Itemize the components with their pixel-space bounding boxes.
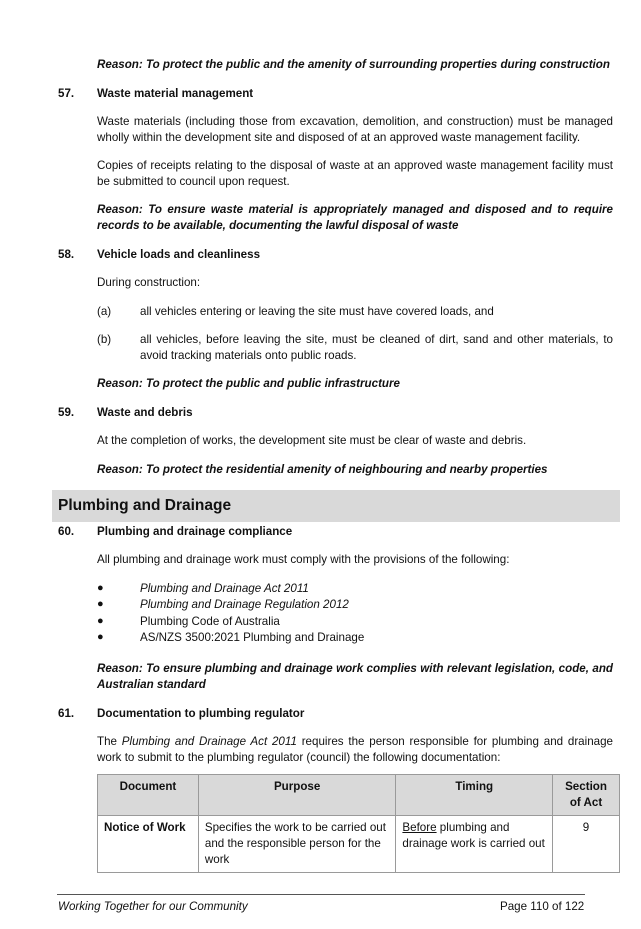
clause-60-intro: All plumbing and drainage work must comply with the provisions of the following:	[97, 553, 510, 566]
header-section-of-act: Section of Act	[553, 775, 620, 816]
section-heading-title: Plumbing and Drainage	[58, 497, 232, 514]
clause-58-item-a-label: (a)	[97, 305, 112, 318]
cell-section: 9	[553, 815, 620, 872]
clause-59-paragraph: At the completion of works, the development site must be clear of waste and debris.	[97, 434, 527, 447]
cell-document: Notice of Work	[98, 815, 199, 872]
clause-57-paragraph-2: Copies of receipts relating to the disposal of waste at an approved waste management facility must be submitted to council upon request.	[97, 159, 613, 189]
clause-58-item-a-text: all vehicles entering or leaving the site must have covered loads, and	[140, 305, 494, 318]
clause-61-number: 61.	[58, 707, 75, 720]
bullet-icon: ●	[97, 582, 104, 594]
clause-58-intro: During construction:	[97, 276, 201, 289]
bullet-icon: ●	[97, 631, 104, 643]
clause-60-reason: Reason: To ensure plumbing and drainage work complies with relevant legislation, code, and Australian standard	[97, 662, 613, 692]
act-name: Plumbing and Drainage Act 2011	[121, 735, 297, 748]
clause-60-number: 60.	[58, 525, 75, 538]
clause-57-paragraph-1: Waste materials (including those from excavation, demolition, and construction) must be managed wholly within the development site and disposed of at an approved waste management facility.	[97, 115, 613, 145]
clause-60-bullet-4: AS/NZS 3500:2021 Plumbing and Drainage	[140, 631, 365, 644]
clause-60-bullet-2: Plumbing and Drainage Regulation 2012	[140, 598, 349, 611]
footer-tagline: Working Together for our Community	[58, 900, 248, 913]
clause-58-title: Vehicle loads and cleanliness	[97, 248, 261, 261]
header-timing: Timing	[396, 775, 553, 816]
clause-57-number: 57.	[58, 87, 75, 100]
clause-60-bullet-3: Plumbing Code of Australia	[140, 615, 280, 628]
clause-58-reason: Reason: To protect the public and public infrastructure	[97, 377, 400, 390]
page-number: Page 110 of 122	[500, 900, 585, 913]
clause-57-title: Waste material management	[97, 87, 254, 100]
reason-prev: Reason: To protect the public and the amenity of surrounding properties during construction	[97, 58, 610, 71]
clause-61-title: Documentation to plumbing regulator	[97, 707, 305, 720]
table-row	[98, 815, 620, 872]
header-purpose: Purpose	[198, 775, 396, 816]
table-header-row	[98, 775, 620, 816]
clause-60-bullet-1: Plumbing and Drainage Act 2011	[140, 582, 309, 595]
bullet-icon: ●	[97, 598, 104, 610]
clause-61-intro: The Plumbing and Drainage Act 2011 requires the person responsible for plumbing and drainage work to submit to the plumbing regulator (council) the following documentation:	[97, 735, 613, 765]
cell-purpose: Specifies the work to be carried out and the responsible person for the work	[198, 815, 396, 872]
header-document: Document	[98, 775, 199, 816]
cell-timing: Before plumbing and drainage work is carried out	[396, 815, 553, 872]
clause-59-number: 59.	[58, 406, 75, 419]
clause-58-item-b-label: (b)	[97, 333, 112, 346]
clause-57-reason: Reason: To ensure waste material is appropriately managed and disposed and to require records to be available, documenting the lawful disposal of waste	[97, 203, 613, 233]
clause-59-title: Waste and debris	[97, 406, 193, 419]
footer-divider	[57, 894, 585, 895]
clause-59-reason: Reason: To protect the residential amenity of neighbouring and nearby properties	[97, 463, 548, 476]
clause-58-item-b-text: all vehicles, before leaving the site, must be cleaned of dirt, sand and other materials, to avoid tracking materials onto public roads.	[140, 333, 613, 363]
bullet-icon: ●	[97, 615, 104, 627]
clause-60-title: Plumbing and drainage compliance	[97, 525, 293, 538]
documentation-table	[97, 774, 620, 873]
clause-58-number: 58.	[58, 248, 75, 261]
